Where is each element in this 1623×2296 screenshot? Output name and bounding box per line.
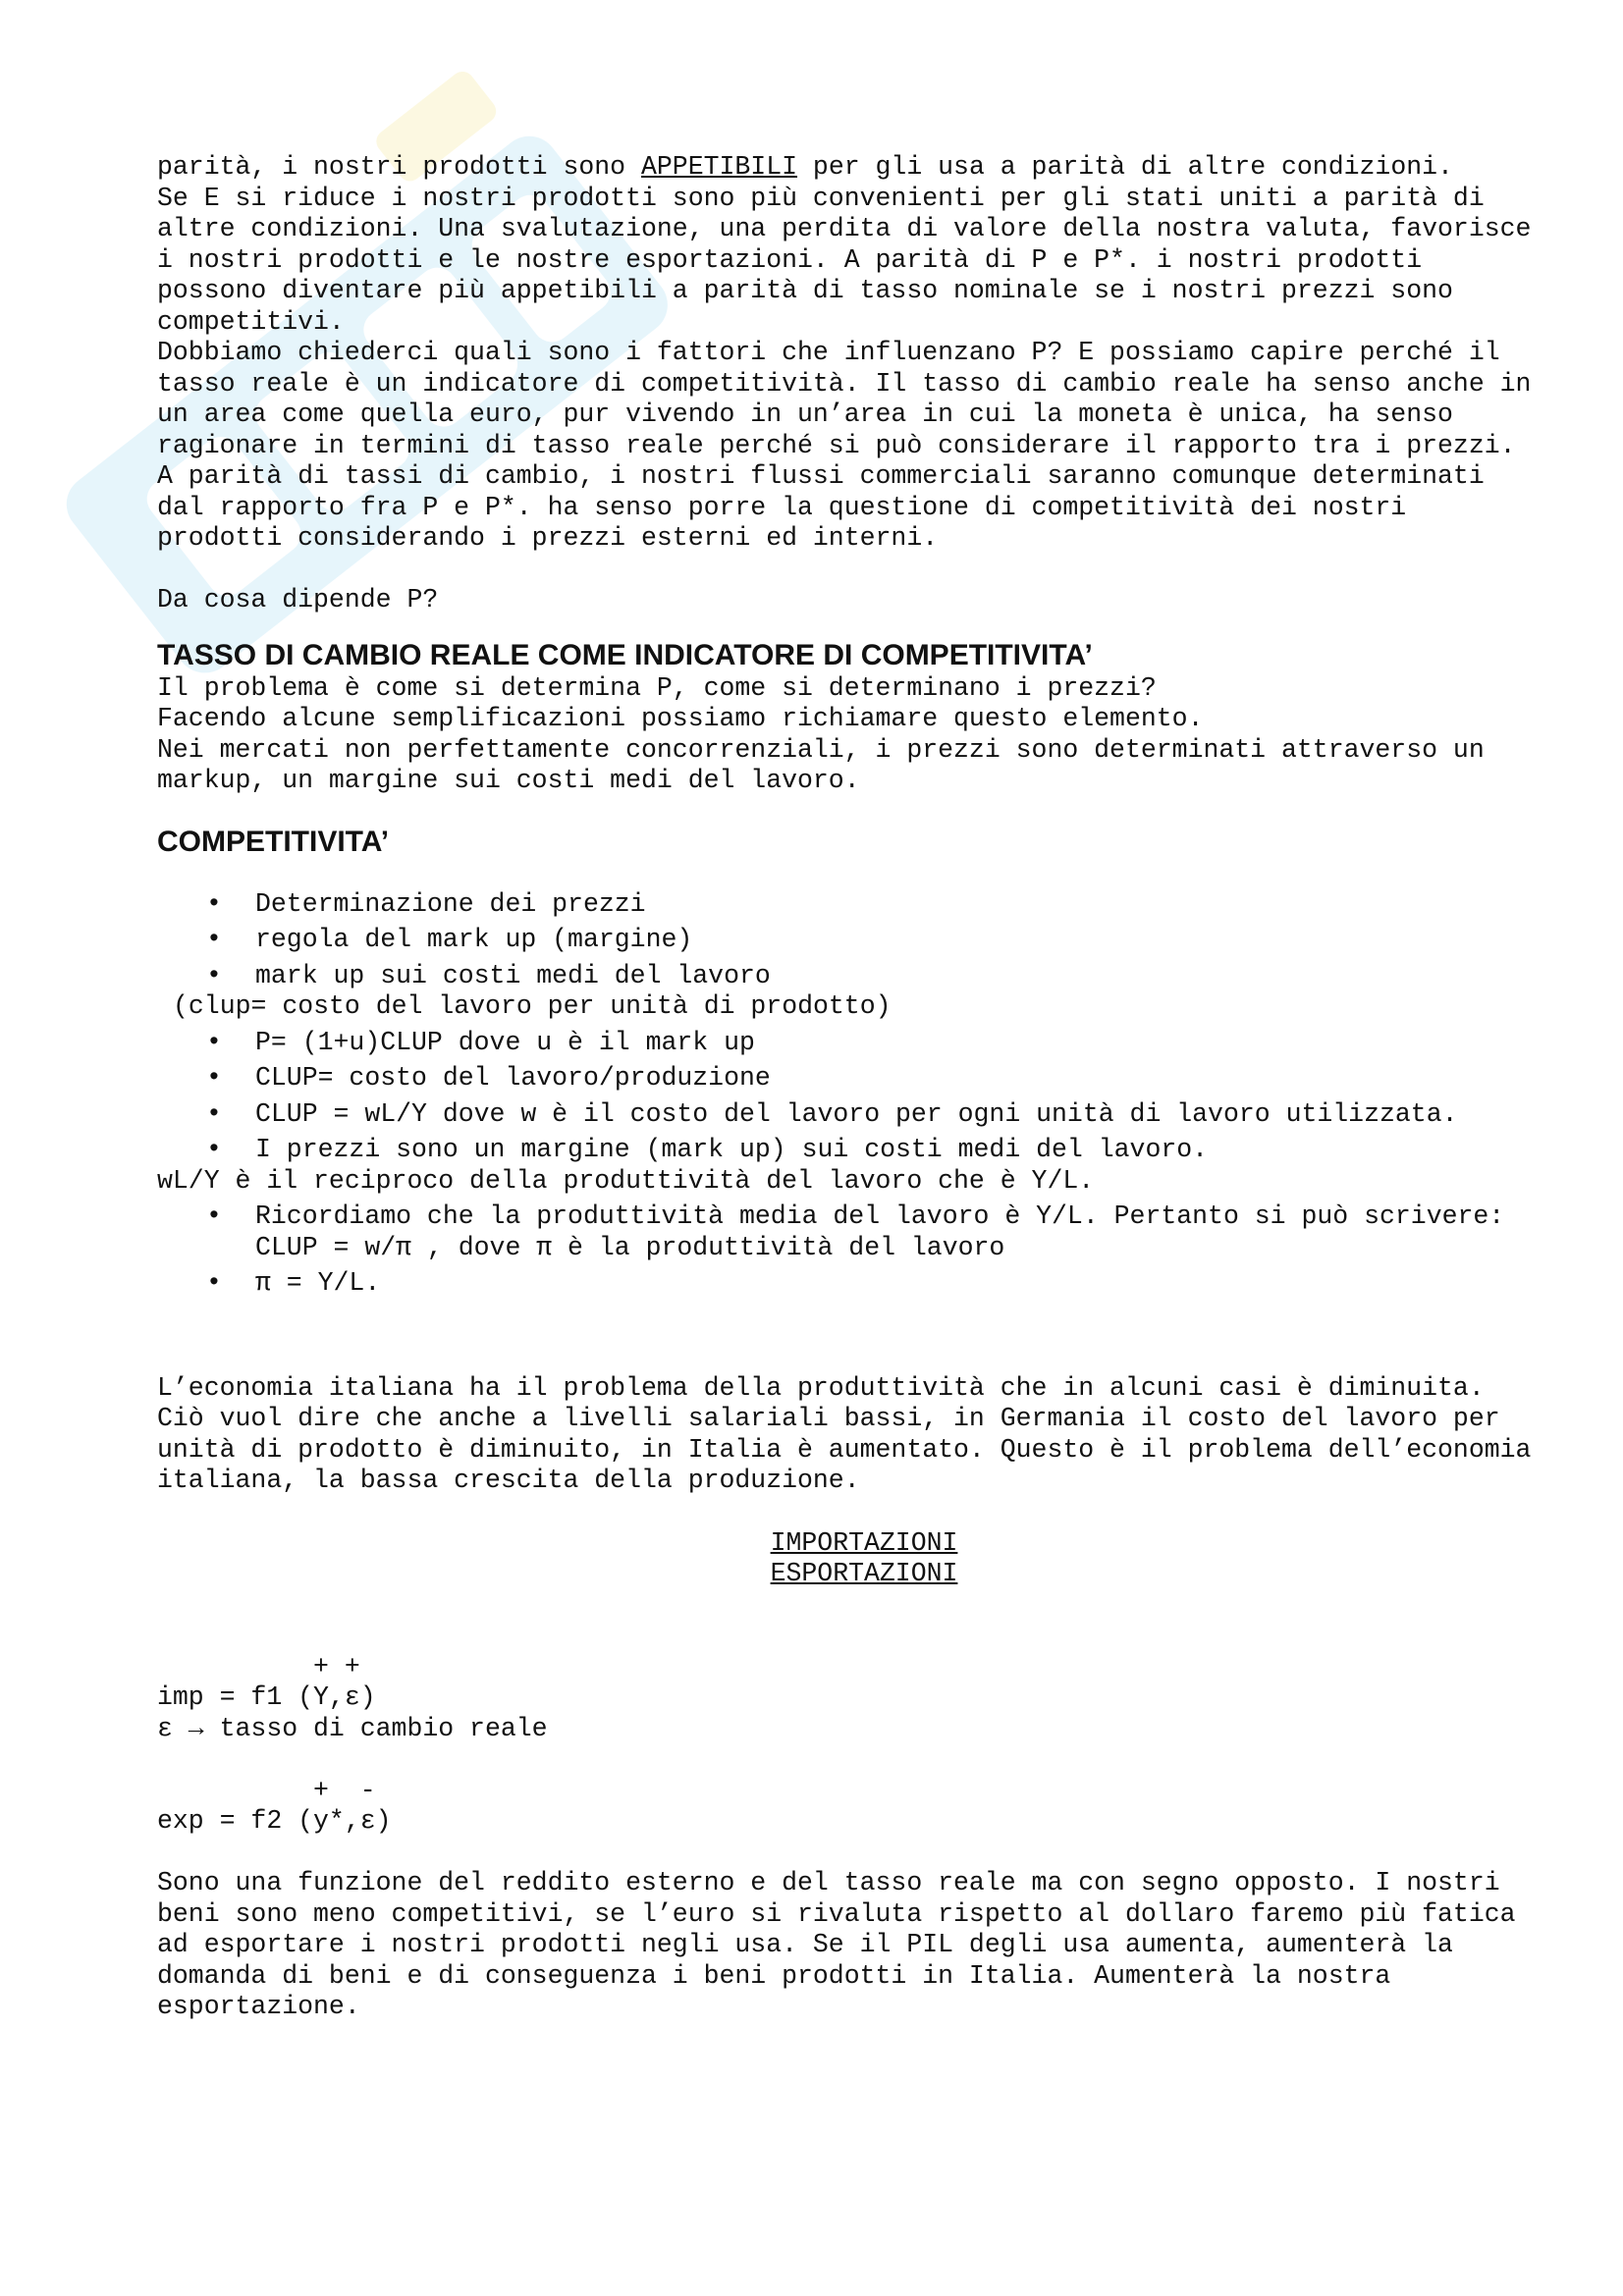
- list-item: [157, 1063, 1532, 1095]
- bullet-icon: •: [206, 1201, 222, 1231]
- imp-formula: imp = f1 (Y,ε): [157, 1682, 376, 1712]
- text-span: Ricordiamo che la produttività media del lavoro è Y/L. Pertanto si può scrivere: CLUP = w/π , dove π è la produttività del lavoro: [255, 1201, 1505, 1262]
- section1-line-2: Facendo alcune semplificazioni possiamo richiamare questo elemento.: [157, 704, 1204, 733]
- text-span: per gli usa a parità di altre condizioni.: [797, 152, 1453, 182]
- text-span: IMPORTAZIONI: [770, 1527, 958, 1558]
- section1-line-1: Il problema è come si determina P, come si determinano i prezzi?: [157, 672, 1157, 703]
- title-importazioni: [157, 1528, 1532, 1560]
- bullet-icon: •: [206, 1027, 222, 1057]
- list-item: [157, 1268, 1532, 1300]
- bullet-icon: •: [206, 925, 222, 954]
- text-span: P= (1+u)CLUP dove u è il mark up: [255, 1027, 755, 1057]
- exp-signs: + -: [157, 1775, 376, 1805]
- title-esportazioni: [157, 1559, 1532, 1590]
- reciproco-line: wL/Y è il reciproco della produttività del lavoro che è Y/L.: [157, 1165, 1095, 1196]
- bullet-icon: •: [206, 960, 222, 990]
- text-span: CLUP = wL/Y dove w è il costo del lavoro per ogni unità di lavoro utilizzata.: [255, 1098, 1458, 1129]
- paragraph-svalutazione: Se E si riduce i nostri prodotti sono più convenienti per gli stati uniti a parità di altre condizioni. Una svalutazione, una perdita di valore della nostra valuta, favorisce i nostri prodotti e le nostre esportazioni. A parità di P e P*. i nostri prodotti possono diventare più appetibili a parità di tasso nominale se i nostri prezzi sono competitivi.: [157, 183, 1547, 337]
- exp-formula: exp = f2 (y*,ε): [157, 1806, 392, 1836]
- epsilon-definition: ε → tasso di cambio reale: [157, 1713, 548, 1743]
- text-span: Determinazione dei prezzi: [255, 888, 646, 919]
- list-item: [157, 889, 1532, 921]
- document-page: [157, 152, 1547, 2023]
- paragraph-question: Da cosa dipende P?: [157, 585, 439, 614]
- text-span: regola del mark up (margine): [255, 925, 693, 954]
- paragraph-fattori: Dobbiamo chiederci quali sono i fattori che influenzano P? E possiamo capire perché il tasso reale è un indicatore di competitività. Il tasso di cambio reale ha senso anche in un area come quella euro, pur vivendo in un’area in cui la moneta è unica, ha senso ragionare in termini di tasso reale perché si può considerare il rapporto tra i prezzi. A parità di tassi di cambio, i nostri flussi commerciali saranno comunque determinati dal rapporto fra P e P*. ha senso porre la questione di competitività dei nostri prodotti considerando i prezzi esterni ed interni.: [157, 338, 1547, 553]
- section1-line-3: Nei mercati non perfettamente concorrenziali, i prezzi sono determinati attraverso un markup, un margine sui costi medi del lavoro.: [157, 734, 1500, 795]
- imp-signs: + +: [157, 1651, 360, 1682]
- paragraph-economia-italiana: L’economia italiana ha il problema della produttività che in alcuni casi è diminuita. Ciò vuol dire che anche a livelli salariali bassi, in Germania il costo del lavoro per unità di prodotto è diminuito, in Italia è aumentato. Questo è il problema dell’economia italiana, la bassa crescita della produzione.: [157, 1372, 1547, 1495]
- bullet-list-b: [157, 1028, 1532, 1166]
- list-item: [157, 925, 1532, 956]
- clup-note: (clup= costo del lavoro per unità di prodotto): [173, 991, 892, 1021]
- list-item: [157, 1099, 1532, 1131]
- section-heading-competitivita: COMPETITIVITA’: [157, 825, 390, 858]
- text-span: I prezzi sono un margine (mark up) sui costi medi del lavoro.: [255, 1135, 1209, 1164]
- bullet-icon: •: [206, 1135, 222, 1164]
- text-span: π = Y/L.: [255, 1268, 381, 1298]
- list-item: [157, 1201, 1532, 1263]
- list-item: [157, 961, 1532, 992]
- paragraph-final: Sono una funzione del reddito esterno e del tasso reale ma con segno opposto. I nostri beni sono meno competitivi, se l’euro si rivaluta rispetto al dollaro faremo più fatica ad esportare i nostri prodotti negli usa. Se il PIL degli usa aumenta, aumenterà la domanda di beni e di conseguenza i beni prodotti in Italia. Aumenterà la nostra esportazione.: [157, 1868, 1532, 2021]
- text-span: mark up sui costi medi del lavoro: [255, 960, 771, 990]
- text-span: ESPORTAZIONI: [770, 1559, 958, 1588]
- bullet-list-c: [157, 1201, 1532, 1300]
- bullet-list-a: [157, 889, 1532, 992]
- section-heading-tasso: TASSO DI CAMBIO REALE COME INDICATORE DI COMPETITIVITA’: [157, 638, 1093, 671]
- list-item: [157, 1028, 1532, 1059]
- bullet-icon: •: [206, 1098, 222, 1129]
- list-item: [157, 1135, 1532, 1166]
- bullet-icon: •: [206, 1063, 222, 1093]
- underlined-word: APPETIBILI: [640, 152, 798, 182]
- bullet-icon: •: [206, 1268, 222, 1298]
- bullet-icon: •: [206, 888, 222, 919]
- text-span: parità, i nostri prodotti sono: [157, 152, 641, 182]
- text-span: CLUP= costo del lavoro/produzione: [255, 1063, 771, 1093]
- paragraph-appetibili: [157, 152, 1532, 184]
